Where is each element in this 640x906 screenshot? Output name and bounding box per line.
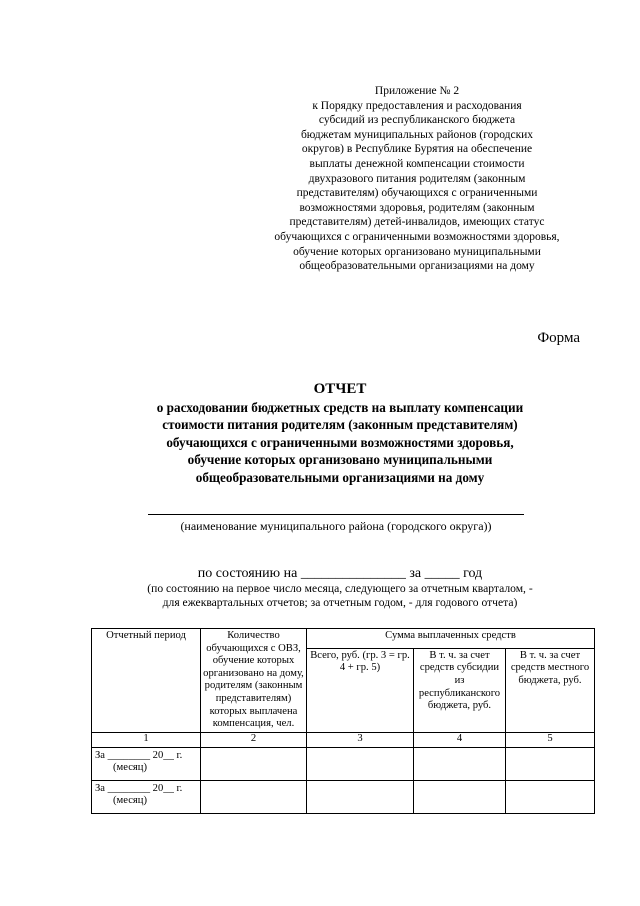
period-sublabel: (месяц) bbox=[113, 762, 147, 774]
table-cell bbox=[201, 747, 307, 780]
report-subtitle-line: общеобразовательными организациями на дому bbox=[195, 469, 485, 485]
column-number: 2 bbox=[201, 732, 307, 747]
table-row bbox=[92, 747, 595, 780]
header-sum-group: Сумма выплаченных средств bbox=[307, 629, 595, 649]
column-number: 4 bbox=[414, 732, 506, 747]
period-cell bbox=[92, 780, 201, 813]
header-total: Всего, руб. (гр. 3 = гр. 4 + гр. 5) bbox=[307, 648, 414, 732]
table-cell bbox=[414, 747, 506, 780]
table-cell bbox=[506, 747, 595, 780]
appendix-line: представителям) детей-инвалидов, имеющих статус bbox=[289, 216, 545, 229]
appendix-line: возможностями здоровья, родителям (законным bbox=[299, 201, 535, 214]
header-local: В т. ч. за счет средств местного бюджета, руб. bbox=[506, 648, 595, 732]
period-sublabel: (месяц) bbox=[113, 795, 147, 807]
status-note-line: для ежеквартальных отчетов; за отчетным годом, - для годового отчета) bbox=[162, 596, 518, 609]
appendix-line: выплаты денежной компенсации стоимости bbox=[309, 157, 525, 170]
table-cell bbox=[307, 780, 414, 813]
appendix-line: к Порядку предоставления и расходования bbox=[312, 99, 522, 112]
header-count: Количество обучающихся с ОВЗ, обучение которых организовано на дому, родителям (законным представителям) которых выплачена компенсация, чел. bbox=[201, 629, 307, 733]
table-cell bbox=[414, 780, 506, 813]
table-cell bbox=[201, 780, 307, 813]
report-title-block bbox=[60, 380, 620, 486]
form-label: Форма bbox=[537, 330, 580, 346]
appendix-line: двухразового питания родителям (законным bbox=[308, 172, 526, 185]
table-cell bbox=[307, 747, 414, 780]
column-number: 3 bbox=[307, 732, 414, 747]
period-cell bbox=[92, 747, 201, 780]
appendix-line: бюджетам муниципальных районов (городских bbox=[300, 128, 534, 141]
district-caption: (наименование муниципального района (городского округа)) bbox=[148, 514, 524, 534]
column-number: 5 bbox=[506, 732, 595, 747]
column-number: 1 bbox=[92, 732, 201, 747]
header-period: Отчетный период bbox=[92, 629, 201, 733]
report-subtitle-line: обучение которых организовано муниципальными bbox=[187, 452, 493, 468]
header-republic: В т. ч. за счет средств субсидии из республиканского бюджета, руб. bbox=[414, 648, 506, 732]
appendix-line: общеобразовательными организациями на дому bbox=[299, 260, 535, 273]
appendix-line: обучающихся с ограниченными возможностями здоровья, bbox=[274, 230, 560, 243]
appendix-line: субсидий из республиканского бюджета bbox=[318, 114, 516, 127]
report-title: ОТЧЕТ bbox=[313, 381, 367, 397]
appendix-header bbox=[250, 84, 584, 274]
period-line: За ________ 20__ г. bbox=[95, 782, 183, 794]
appendix-line: Приложение № 2 bbox=[374, 85, 460, 97]
appendix-line: обучение которых организовано муниципальными bbox=[293, 245, 541, 258]
period-line: За ________ 20__ г. bbox=[95, 749, 183, 761]
report-table bbox=[91, 628, 595, 814]
appendix-line: представителям) обучающихся с ограниченными bbox=[296, 187, 538, 200]
status-block bbox=[60, 565, 620, 610]
status-note-line: (по состоянию на первое число месяца, следующего за отчетным кварталом, - bbox=[147, 582, 533, 595]
appendix-line: округов) в Республике Бурятия на обеспечение bbox=[301, 143, 533, 156]
table-row bbox=[92, 780, 595, 813]
table-cell bbox=[506, 780, 595, 813]
report-subtitle-line: о расходовании бюджетных средств на выплату компенсации bbox=[156, 400, 524, 415]
report-subtitle-line: стоимости питания родителям (законным представителям) bbox=[162, 417, 518, 433]
status-line: по состоянию на _______________ за _____ год bbox=[197, 566, 483, 581]
report-subtitle-line: обучающихся с ограниченными возможностями здоровья, bbox=[166, 434, 514, 450]
